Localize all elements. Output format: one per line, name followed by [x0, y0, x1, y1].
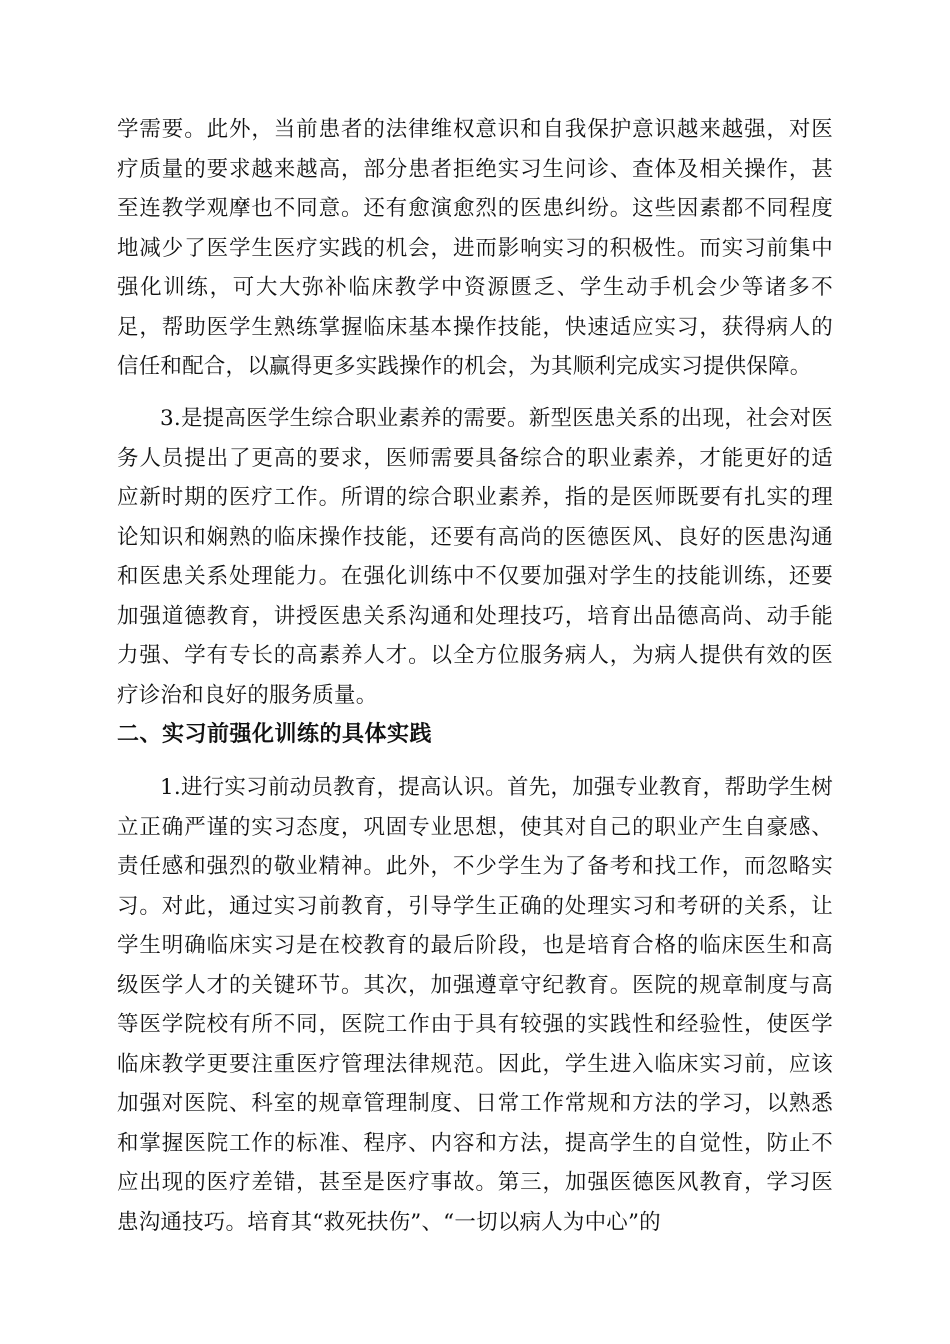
section-heading: 二、实习前强化训练的具体实践: [117, 722, 433, 747]
paragraph-point-3: 3.是提高医学生综合职业素养的需要。新型医患关系的出现，社会对医务人员提出了更高的要求，医师需要具备综合的职业素养，才能更好的适应新时期的医疗工作。所谓的综合职业素养，指的是医师既要有扎实的理论知识和娴熟的临床操作技能，还要有高尚的医德医风、良好的医患沟通和医患关系处理能力。在强化训练中不仅要加强对学生的技能训练，还要加强道德教育，讲授医患关系沟通和处理技巧，培育出品德高尚、动手能力强、学有专长的高素养人才。以全方位服务病人，为病人提供有效的医疗诊治和良好的服务质量。: [117, 406, 833, 708]
paragraph-intro-continuation: 学需要。此外，当前患者的法律维权意识和自我保护意识越来越强，对医疗质量的要求越来越高，部分患者拒绝实习生问诊、查体及相关操作，甚至连教学观摩也不同意。还有愈演愈烈的医患纠纷。这些因素都不同程度地减少了医学生医疗实践的机会，进而影响实习的积极性。而实习前集中强化训练，可大大弥补临床教学中资源匮乏、学生动手机会少等诸多不足，帮助医学生熟练掌握临床基本操作技能，快速适应实习，获得病人的信任和配合，以赢得更多实践操作的机会，为其顺利完成实习提供保障。: [117, 117, 833, 379]
paragraph-practice-1: 1.进行实习前动员教育，提高认识。首先，加强专业教育，帮助学生树立正确严谨的实习态度，巩固专业思想，使其对自己的职业产生自豪感、责任感和强烈的敬业精神。此外，不少学生为了备考和找工作，而忽略实习。对此，通过实习前教育，引导学生正确的处理实习和考研的关系，让学生明确临床实习是在校教育的最后阶段，也是培育合格的临床医生和高级医学人才的关键环节。其次，加强遵章守纪教育。医院的规章制度与高等医学院校有所不同，医院工作由于具有较强的实践性和经验性，使医学临床教学更要注重医疗管理法律规范。因此，学生进入临床实习前，应该加强对医院、科室的规章管理制度、日常工作常规和方法的学习，以熟悉和掌握医院工作的标准、程序、内容和方法，提高学生的自觉性，防止不应出现的医疗差错，甚至是医疗事故。第三，加强医德医风教育，学习医患沟通技巧。培育其“救死扶伤”、“一切以病人为中心”的: [117, 775, 833, 1235]
